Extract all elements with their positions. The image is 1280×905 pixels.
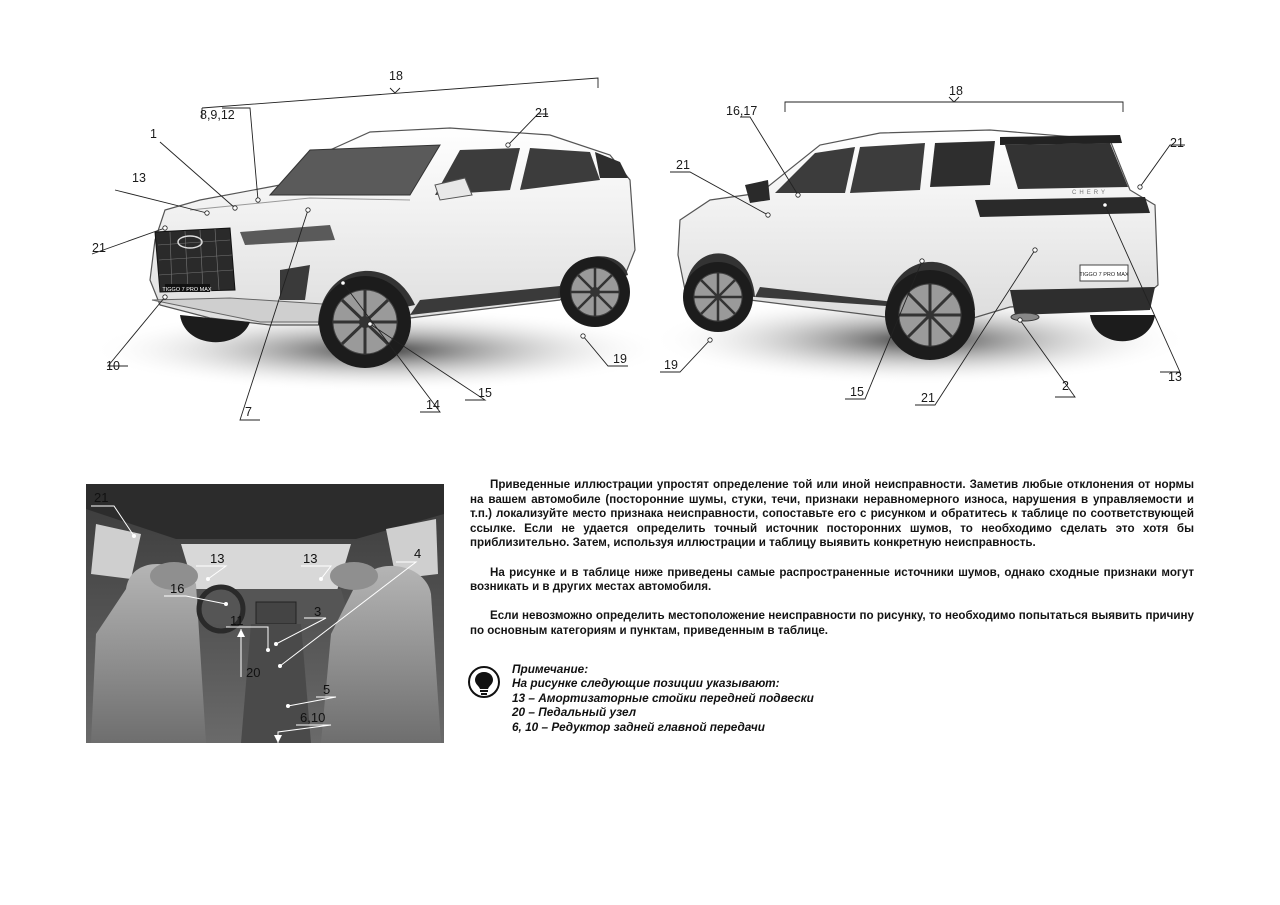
note-intro: На рисунке следующие позиции указывают: bbox=[512, 676, 780, 691]
interior-callout-6-10: 6,10 bbox=[300, 710, 326, 725]
callout-21-headlight: 21 bbox=[92, 241, 106, 255]
tailgate-logo: CHERY bbox=[1072, 190, 1108, 196]
rear-callout-19: 19 bbox=[664, 358, 678, 372]
rear-callout-21-door: 21 bbox=[676, 158, 690, 172]
paragraph-2: На рисунке и в таблице ниже приведены самые распространенные источники шумов, однако сходные признаки могут возникать и в других местах автомобиля. bbox=[470, 565, 1194, 594]
note-item-2: 20 – Педальный узел bbox=[512, 705, 637, 720]
callout-13: 13 bbox=[132, 171, 146, 185]
interior-callout-3: 3 bbox=[314, 604, 322, 619]
intro-text bbox=[470, 478, 1194, 653]
rear-callout-2: 2 bbox=[1062, 379, 1069, 393]
callout-1: 1 bbox=[150, 127, 157, 141]
callout-21-roof: 21 bbox=[535, 106, 549, 120]
rear-callout-18: 18 bbox=[949, 84, 963, 98]
paragraph-1: Приведенные иллюстрации упростят определение той или иной неисправности. Заметив любые отклонения от нормы на вашем автомобиле (посторонние шумы, стуки, течи, признаки неравномерного износа, нарушения в управляемости и т.п.) локализуйте место признака неисправности, сопоставьте его с рисунком и обратитесь к таблице по соответствующей ссылке. Если не удается определить точный источник посторонних шумов, то необходимо сделать это хотя бы приблизительно. Затем, используя иллюстрации и таблицу выявить конкретную неисправность. bbox=[470, 478, 1194, 550]
callout-14: 14 bbox=[426, 398, 440, 412]
interior-callout-13-right: 13 bbox=[303, 551, 318, 566]
interior-callout-16: 16 bbox=[170, 581, 185, 596]
note-item-1: 13 – Амортизаторные стойки передней подвески bbox=[512, 690, 814, 705]
rear-badge-text: TIGGO 7 PRO MAX bbox=[1079, 272, 1129, 278]
interior-callout-5: 5 bbox=[323, 682, 331, 697]
callout-10: 10 bbox=[106, 359, 120, 373]
interior-illustration bbox=[86, 484, 444, 743]
interior-callout-13-left: 13 bbox=[210, 551, 225, 566]
rear-callout-13: 13 bbox=[1168, 370, 1182, 384]
interior-callout-11: 11 bbox=[230, 613, 244, 628]
callout-8-9-12: 8,9,12 bbox=[200, 108, 235, 122]
interior-callout-21: 21 bbox=[94, 490, 109, 505]
rear-callout-21-tailgate: 21 bbox=[921, 391, 935, 405]
rear-callout-21-spoiler: 21 bbox=[1170, 136, 1184, 150]
interior-callout-20: 20 bbox=[246, 665, 261, 680]
rear-callout-16-17: 16,17 bbox=[726, 104, 758, 118]
callout-7: 7 bbox=[245, 405, 252, 419]
rear-car-illustration bbox=[650, 75, 1195, 415]
lightbulb-icon bbox=[468, 666, 500, 698]
callout-19: 19 bbox=[613, 352, 627, 366]
interior-callout-4: 4 bbox=[414, 546, 422, 561]
note-title: Примечание: bbox=[512, 662, 589, 676]
callout-15: 15 bbox=[478, 386, 492, 400]
callout-18: 18 bbox=[389, 69, 403, 83]
front-badge-text: TIGGO 7 PRO MAX bbox=[162, 287, 212, 293]
note-item-3: 6, 10 – Редуктор задней главной передачи bbox=[512, 719, 765, 734]
paragraph-3: Если невозможно определить местоположение неисправности по рисунку, то необходимо попытаться выявить причину по основным категориям и пунктам, приведенным в таблице. bbox=[470, 609, 1194, 637]
note-box bbox=[466, 660, 966, 740]
front-car-illustration bbox=[80, 60, 650, 430]
rear-callout-15: 15 bbox=[850, 385, 864, 399]
